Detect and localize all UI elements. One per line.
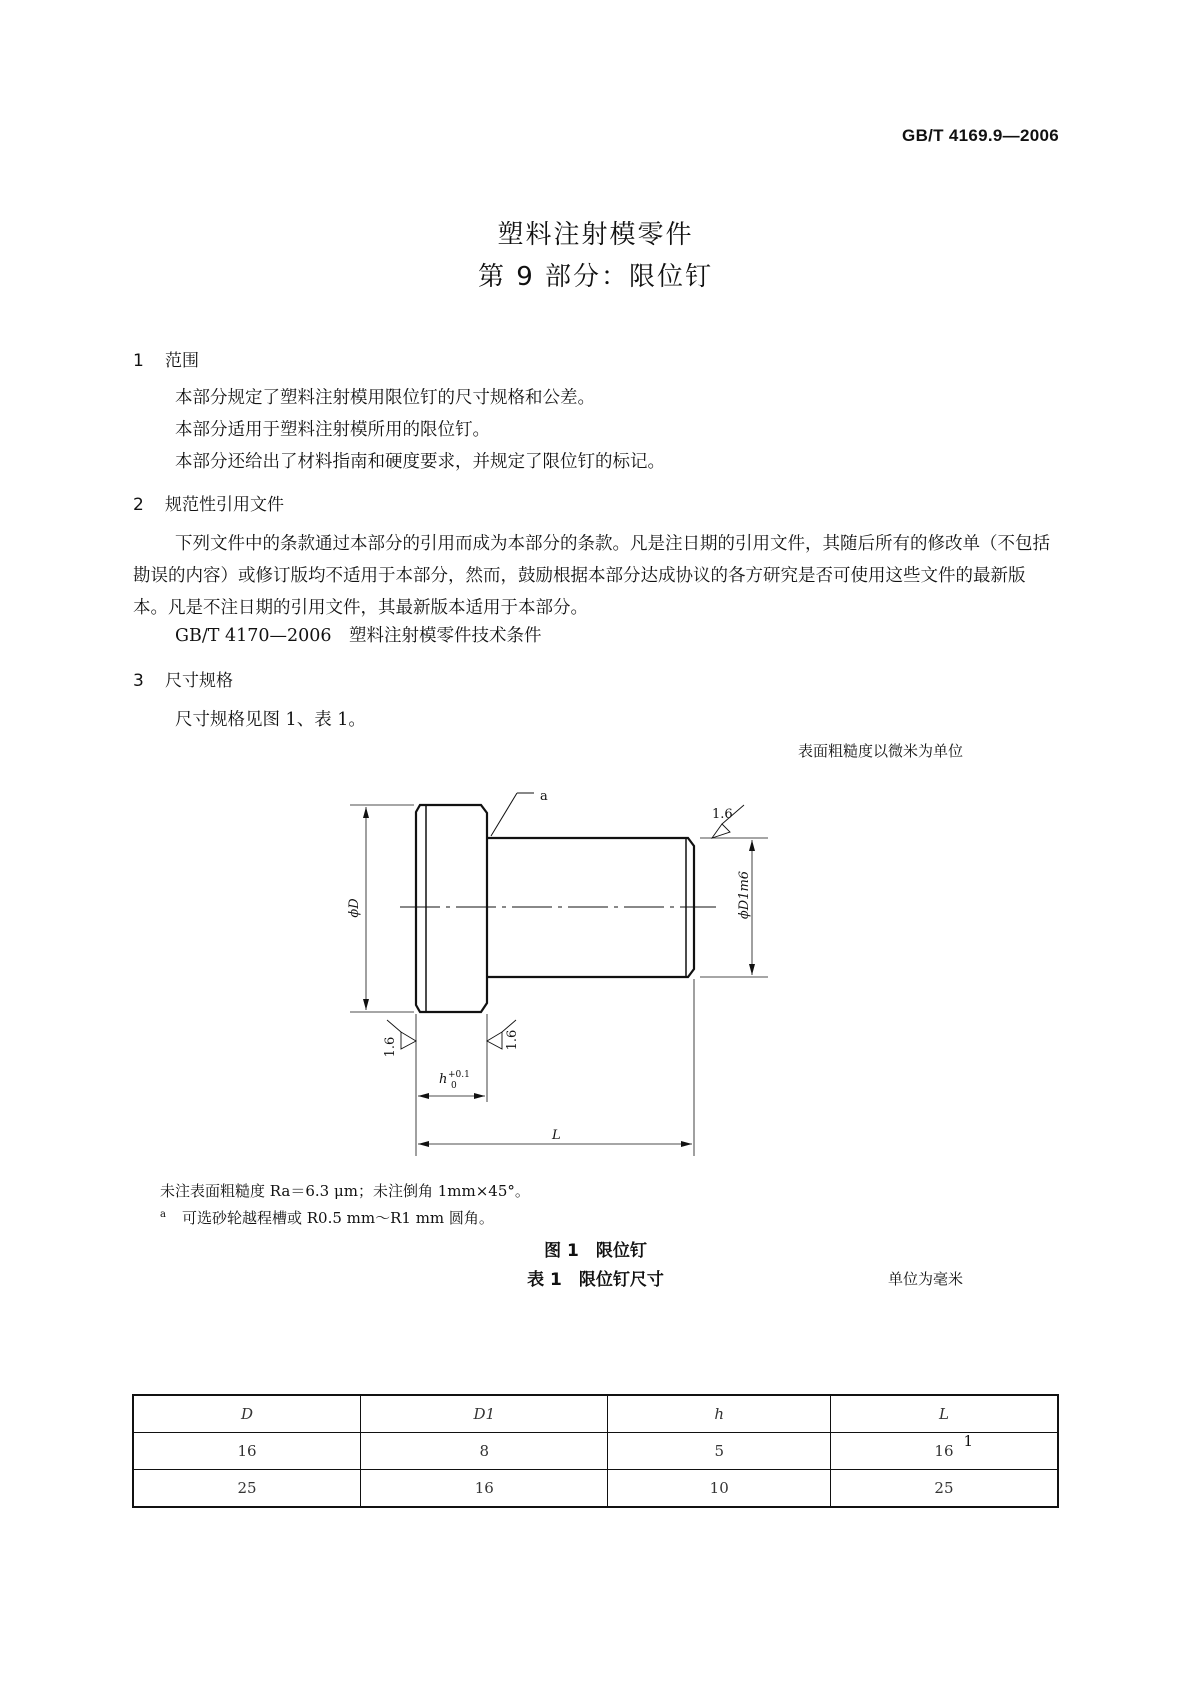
figure-note-1: 未注表面粗糙度 Ra＝6.3 μm；未注倒角 1mm×45°。 [160,1182,530,1200]
dim-label-phiD: ϕD [347,898,362,918]
document-subtitle: 第 9 部分：限位钉 [477,262,714,292]
col-header-L: L [830,1395,1058,1433]
dim-label-h: h [439,1072,448,1087]
dim-label-L: L [552,1128,561,1143]
section-1-para-1: 本部分规定了塑料注射模用限位钉的尺寸规格和公差。 [175,388,595,408]
table-cell: 25 [133,1470,361,1508]
section-1-para-2: 本部分适用于塑料注射模所用的限位钉。 [175,420,490,440]
figure-unit-note: 表面粗糙度以微米为单位 [797,742,963,760]
table-cell: 16 [133,1433,361,1470]
dim-label-phiD1: ϕD1m6 [737,870,752,920]
section-3-heading: 3 尺寸规格 [133,671,233,691]
dim-label-h-lower: 0 [451,1081,457,1091]
table-cell: 16 [830,1433,1058,1470]
section-1-heading: 1 范围 [133,351,199,371]
table-cell: 25 [830,1470,1058,1508]
table-header-row [133,1395,1058,1433]
document-title: 塑料注射模零件 [497,220,694,250]
table-row [133,1433,1058,1470]
table-unit-note: 单位为毫米 [887,1270,963,1288]
limit-pin-drawing [0,760,1191,1180]
table-caption: 表 1 限位钉尺寸 [527,1270,664,1290]
roughness-label-left: 1.6 [383,1036,398,1058]
section-2-para-1: 下列文件中的条款通过本部分的引用而成为本部分的条款。凡是注日期的引用文件，其随后所有的修改单（不包括勘误的内容）或修订版均不适用于本部分，然而，鼓励根据本部分达成协议的各方研究是否可使用这些文件的最新版本。凡是不注日期的引用文件，其最新版本适用于本部分。 [133,534,1050,618]
standard-number: GB/T 4169.9—2006 [902,126,1059,145]
col-header-h: h [608,1395,830,1433]
roughness-label-mid: 1.6 [505,1029,520,1051]
page-number: 1 [963,1432,973,1450]
figure-note-a: $^a$ 可选砂轮越程槽或 R0.5 mm～R1 mm 圆角。 [160,1209,494,1227]
label-a: a [540,789,548,804]
col-header-D: D [133,1395,361,1433]
table-row [133,1470,1058,1508]
dimensions-table [132,1394,1059,1508]
col-header-D1: D1 [361,1395,608,1433]
table-cell: 16 [361,1470,608,1508]
section-1-para-3: 本部分还给出了材料指南和硬度要求，并规定了限位钉的标记。 [175,452,665,472]
section-2-reference: GB/T 4170—2006 塑料注射模零件技术条件 [175,626,542,646]
dim-label-h-upper: +0.1 [448,1070,470,1080]
roughness-label-right: 1.6 [712,807,733,822]
table-cell: 5 [608,1433,830,1470]
table-cell: 10 [608,1470,830,1508]
table-cell: 8 [361,1433,608,1470]
section-2-heading: 2 规范性引用文件 [133,495,284,515]
section-3-para-1: 尺寸规格见图 1、表 1。 [175,710,366,730]
figure-caption: 图 1 限位钉 [544,1241,647,1261]
